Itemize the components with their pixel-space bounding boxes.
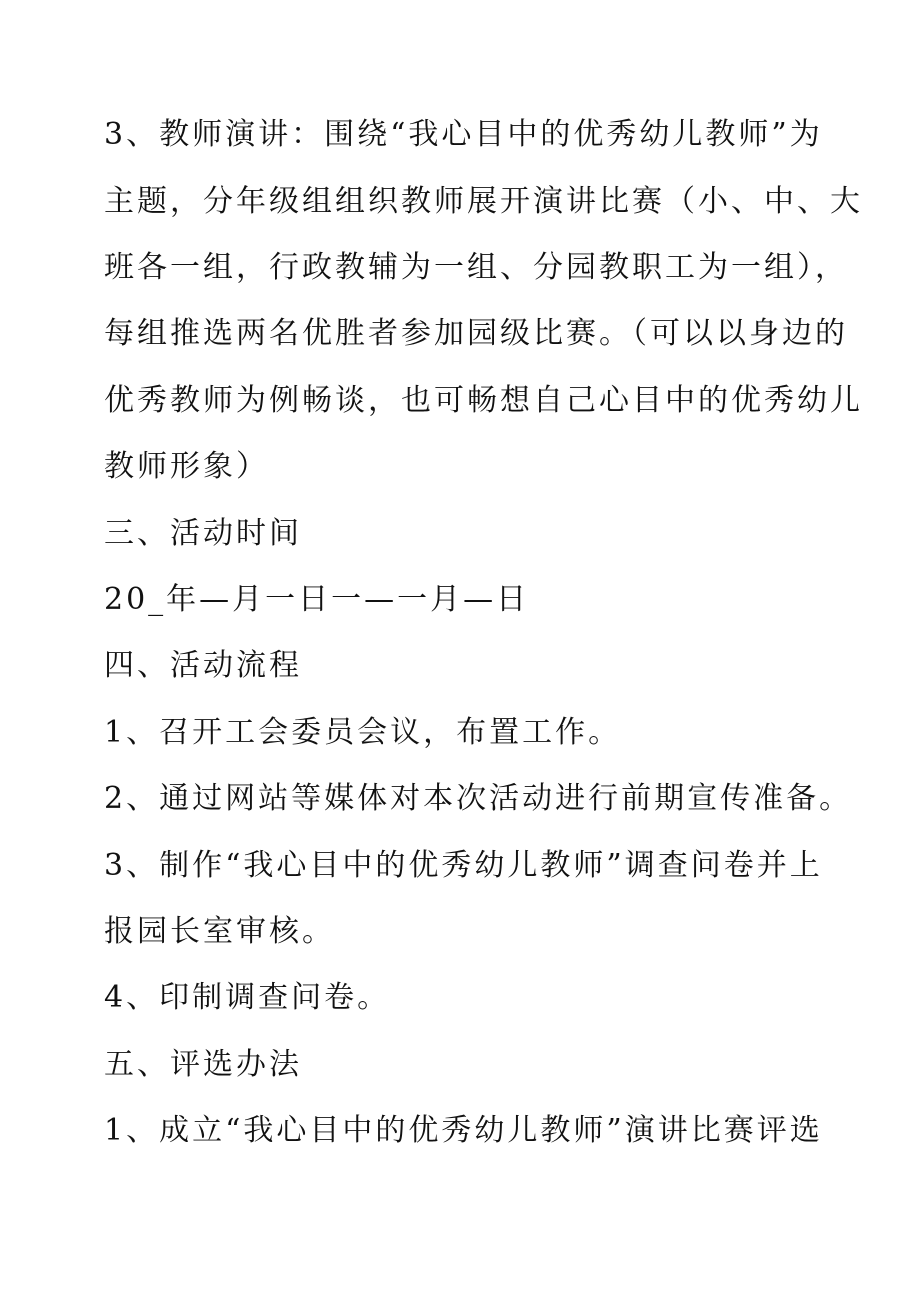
paragraph-line: 教师形象） — [104, 449, 269, 484]
paragraph-line: 3、教师演讲：围绕“我心目中的优秀幼儿教师”为 — [104, 117, 823, 152]
list-item: 1、成立“我心目中的优秀幼儿教师”演讲比赛评选 — [104, 1113, 823, 1148]
section-heading: 五、评选办法 — [104, 1047, 302, 1082]
list-item: 1、召开工会委员会议，布置工作。 — [104, 715, 622, 750]
section-heading: 三、活动时间 — [104, 516, 302, 551]
section-heading: 四、活动流程 — [104, 648, 302, 683]
list-item: 4、印制调查问卷。 — [104, 980, 391, 1015]
date-line: 20_年—月一日一—一月—日 — [104, 582, 530, 617]
paragraph-line: 班各一组，行政教辅为一组、分园教职工为一组）， — [104, 250, 848, 285]
paragraph-line: 主题，分年级组组织教师展开演讲比赛（小、中、大 — [104, 184, 863, 219]
list-item: 2、通过网站等媒体对本次活动进行前期宣传准备。 — [104, 781, 853, 816]
list-item: 3、制作“我心目中的优秀幼儿教师”调查问卷并上 — [104, 848, 823, 883]
paragraph-line: 每组推选两名优胜者参加园级比赛。（可以以身边的 — [104, 316, 848, 351]
list-item-continuation: 报园长室审核。 — [104, 914, 335, 949]
paragraph-line: 优秀教师为例畅谈，也可畅想自己心目中的优秀幼儿 — [104, 383, 863, 418]
